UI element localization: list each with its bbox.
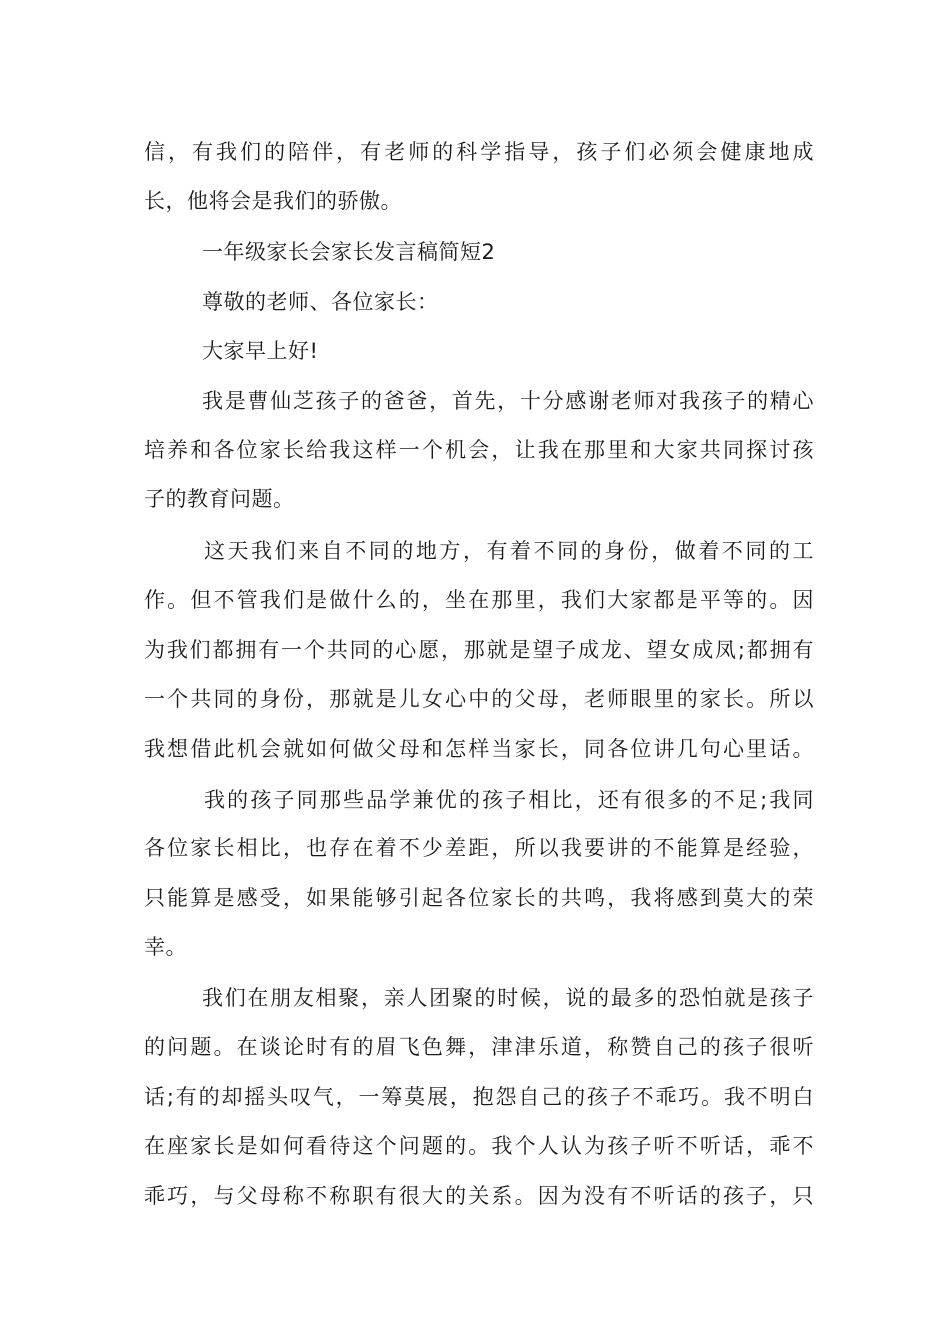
paragraph-line: 乖巧，与父母称不称职有很大的关系。因为没有不听话的孩子，只	[144, 1184, 814, 1208]
paragraph-line: 培养和各位家长给我这样一个机会，让我在那里和大家共同探讨孩	[144, 438, 814, 462]
paragraph-line: 信，有我们的陪伴，有老师的科学指导，孩子们必须会健康地成	[144, 140, 814, 164]
paragraph-line: 在座家长是如何看待这个问题的。我个人认为孩子听不听话，乖不	[144, 1134, 814, 1158]
paragraph-line: 幸。	[144, 935, 187, 959]
paragraph-line: 各位家长相比，也存在着不少差距，所以我要讲的不能算是经验，	[144, 836, 814, 860]
paragraph-line: 我们在朋友相聚，亲人团聚的时候，说的最多的恐怕就是孩子	[202, 986, 814, 1010]
paragraph-line: 子的教育问题。	[144, 487, 295, 511]
paragraph-line: 一个共同的身份，那就是儿女心中的父母，老师眼里的家长。所以	[144, 687, 814, 711]
salutation: 尊敬的老师、各位家长：	[202, 290, 439, 314]
paragraph-line: 我想借此机会就如何做父母和怎样当家长，同各位讲几句心里话。	[144, 737, 814, 761]
paragraph-line: 为我们都拥有一个共同的心愿，那就是望子成龙、望女成凤;都拥有	[144, 638, 814, 662]
paragraph-line: 这天我们来自不同的地方，有着不同的身份，做着不同的工	[204, 539, 814, 563]
paragraph-line: 只能算是感受，如果能够引起各位家长的共鸣，我将感到莫大的荣	[144, 886, 814, 910]
paragraph-line: 的问题。在谈论时有的眉飞色舞，津津乐道，称赞自己的孩子很听	[144, 1035, 814, 1059]
paragraph-line: 我是曹仙芝孩子的爸爸，首先，十分感谢老师对我孩子的精心	[202, 389, 814, 413]
paragraph-line: 作。但不管我们是做什么的，坐在那里，我们大家都是平等的。因	[144, 588, 814, 612]
greeting: 大家早上好!	[202, 339, 319, 363]
paragraph-line: 我的孩子同那些品学兼优的孩子相比，还有很多的不足;我同	[204, 788, 814, 812]
paragraph-line: 话;有的却摇头叹气，一筹莫展，抱怨自己的孩子不乖巧。我不明白	[144, 1085, 814, 1109]
paragraph-line: 长，他将会是我们的骄傲。	[144, 189, 402, 213]
section-heading: 一年级家长会家长发言稿简短2	[202, 240, 496, 264]
